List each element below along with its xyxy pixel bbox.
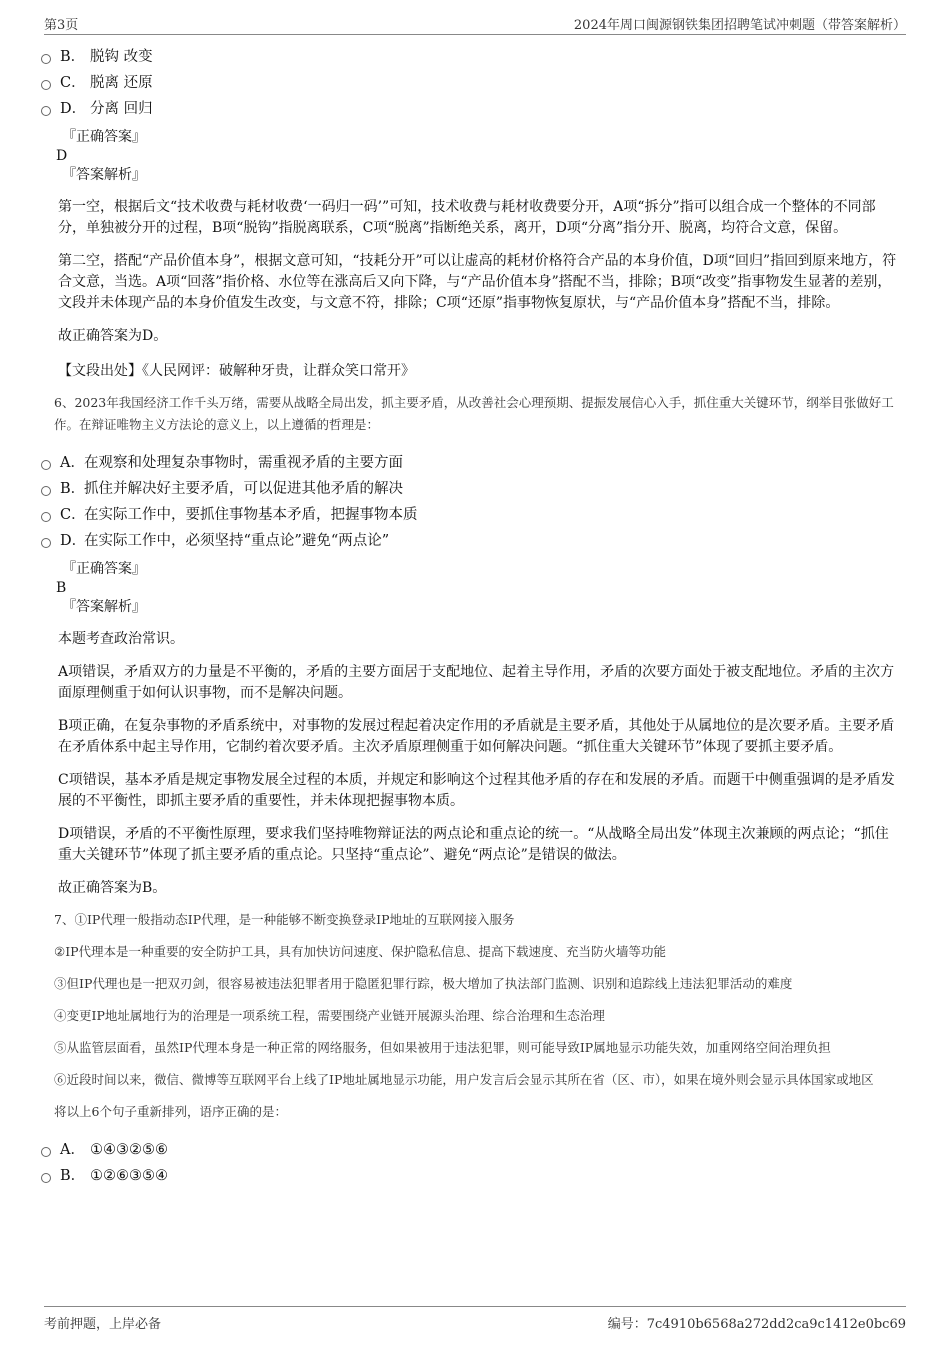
option-text: 在实际工作中，要抓住事物基本矛盾，把握事物本质 [84, 507, 418, 523]
radio-icon[interactable] [41, 106, 51, 116]
question-7-sentence: ④变更IP地址属地行为的治理是一项系统工程，需要围绕产业链开展源头治理、综合治理和生态治理 [54, 1008, 605, 1023]
correct-answer-value: B [56, 580, 67, 596]
analysis-conclusion: 故正确答案为D。 [58, 328, 168, 344]
q6-option-d[interactable] [0, 528, 898, 554]
question-7-prompt: 将以上6个句子重新排列，语序正确的是： [54, 1104, 287, 1119]
page-footer [44, 1306, 906, 1331]
question-6-stem: 6、2023年我国经济工作千头万绪，需要从战略全局出发，抓主要矛盾，从改善社会心理预期、提振发展信心入手，抓住重大关键环节，纲举目张做好工作。在辩证唯物主义方法论的意义上，以上遵循的哲理是： [54, 395, 894, 432]
option-text: 脱离 还原 [90, 75, 153, 91]
question-7-sentence: ⑥近段时间以来，微信、微博等互联网平台上线了IP地址属地显示功能，用户发言后会显示其所在省（区、市），如果在境外则会显示具体国家或地区 [54, 1072, 874, 1087]
option-text: ①④③②⑤⑥ [90, 1142, 168, 1158]
correct-answer-label: 『正确答案』 [62, 129, 146, 145]
question-7-sentence: ②IP代理本是一种重要的安全防护工具，具有加快访问速度、保护隐私信息、提高下载速度、充当防火墙等功能 [54, 944, 667, 959]
question-7-sentence: 7、①IP代理一般指动态IP代理，是一种能够不断变换登录IP地址的互联网接入服务 [54, 912, 515, 927]
document-title: 2024年周口闽源钢铁集团招聘笔试冲刺题（带答案解析） [573, 18, 906, 33]
option-letter: D． [60, 533, 87, 549]
analysis-paragraph: D项错误，矛盾的不平衡性原理，要求我们坚持唯物辩证法的两点论和重点论的统一。“从战略全局出发”体现主次兼顾的两点论；“抓住重大关键环节”体现了抓主要矛盾的重点论。只坚持“重点论”、避免“两点论”是错误的做法。 [58, 826, 889, 863]
analysis-paragraph: B项正确，在复杂事物的矛盾系统中，对事物的发展过程起着决定作用的矛盾就是主要矛盾，其他处于从属地位的是次要矛盾。主要矛盾在矛盾体系中起主导作用，它制约着次要矛盾。主次矛盾原理侧重于如何解决问题。“抓住重大关键环节”体现了要抓主要矛盾。 [58, 718, 895, 755]
radio-icon[interactable] [41, 460, 51, 470]
analysis-conclusion: 故正确答案为B。 [58, 880, 167, 896]
q7-option-a[interactable] [0, 1137, 898, 1163]
option-text: 在观察和处理复杂事物时，需重视矛盾的主要方面 [84, 455, 403, 471]
option-text: 抓住并解决好主要矛盾，可以促进其他矛盾的解决 [84, 481, 403, 497]
option-text: 在实际工作中，必须坚持“重点论”避免“两点论” [84, 533, 390, 549]
question-7-sentence: ⑤从监管层面看，虽然IP代理本身是一种正常的网络服务，但如果被用于违法犯罪，则可能导致IP属地显示功能失效，加重网络空间治理负担 [54, 1040, 831, 1055]
document-serial [608, 1313, 906, 1332]
radio-icon[interactable] [41, 80, 51, 90]
q6-option-a[interactable] [0, 450, 898, 476]
radio-icon[interactable] [41, 512, 51, 522]
option-letter: D． [60, 101, 87, 117]
option-letter: C． [60, 507, 86, 523]
analysis-paragraph: 第二空，搭配“产品价值本身”，根据文意可知，“技耗分开”可以让虚高的耗材价格符合产品的本身价值，D项“回归”指回到原来地方，符合文意，当选。A项“回落”指价格、水位等在涨高后又向下降，与“产品价值本身”搭配不当，排除；B项“改变”指事物发生显著的差别，文段并未体现产品的本身价值发生改变，与文意不符，排除；C项“还原”指事物恢复原状，与“产品价值本身”搭配不当，排除。 [58, 253, 897, 311]
q5-option-b[interactable] [0, 44, 898, 70]
analysis-paragraph: A项错误，矛盾双方的力量是不平衡的，矛盾的主要方面居于支配地位、起着主导作用，矛盾的次要方面处于被支配地位。矛盾的主次方面原理侧重于如何认识事物，而不是解决问题。 [58, 664, 895, 701]
question-7-sentence: ③但IP代理也是一把双刃剑，很容易被违法犯罪者用于隐匿犯罪行踪，极大增加了执法部门监测、识别和追踪线上违法犯罪活动的难度 [54, 976, 793, 991]
correct-answer-value: D [56, 148, 68, 164]
option-letter: B． [60, 49, 86, 65]
q5-option-c[interactable] [0, 70, 898, 96]
option-text: ①②⑥③⑤④ [90, 1168, 168, 1184]
correct-answer-label: 『正确答案』 [62, 561, 146, 577]
option-letter: B． [60, 481, 86, 497]
analysis-paragraph: 第一空，根据后文“技术收费与耗材收费‘一码归一码’”可知，技术收费与耗材收费要分开，A项“拆分”指可以组合成一个整体的不同部分，单独被分开的过程，B项“脱钩”指脱离联系，C项“脱离”指断绝关系，离开，D项“分离”指分开、脱离，均符合文意，保留。 [58, 199, 876, 236]
option-text: 分离 回归 [90, 101, 153, 117]
q5-option-d[interactable] [0, 96, 898, 122]
q6-option-b[interactable] [0, 476, 898, 502]
radio-icon[interactable] [41, 54, 51, 64]
option-letter: A． [60, 1142, 85, 1158]
analysis-label: 『答案解析』 [62, 167, 146, 183]
footer-slogan: 考前押题，上岸必备 [44, 1317, 162, 1332]
option-letter: C． [60, 75, 86, 91]
serial-label: 编号： [607, 1317, 647, 1332]
radio-icon[interactable] [41, 1147, 51, 1157]
radio-icon[interactable] [41, 1173, 51, 1183]
option-text: 脱钩 改变 [90, 49, 153, 65]
analysis-label: 『答案解析』 [62, 599, 146, 615]
radio-icon[interactable] [41, 486, 51, 496]
option-letter: B． [60, 1168, 86, 1184]
q6-option-c[interactable] [0, 502, 898, 528]
page-content [56, 44, 898, 1189]
source-citation: 【文段出处】《人民网评：破解种牙贵，让群众笑口常开》 [58, 363, 415, 379]
option-letter: A． [60, 455, 85, 471]
q7-option-b[interactable] [0, 1163, 898, 1189]
radio-icon[interactable] [41, 538, 51, 548]
analysis-paragraph: C项错误，基本矛盾是规定事物发展全过程的本质，并规定和影响这个过程其他矛盾的存在和发展的矛盾。而题干中侧重强调的是矛盾发展的不平衡性，即抓主要矛盾的重要性，并未体现把握事物本质。 [58, 772, 895, 809]
page-header [44, 12, 906, 35]
page-number: 第3页 [44, 18, 79, 33]
analysis-paragraph: 本题考查政治常识。 [58, 631, 184, 647]
serial-number: 7c4910b6568a272dd2ca9c1412e0bc69 [646, 1317, 906, 1332]
